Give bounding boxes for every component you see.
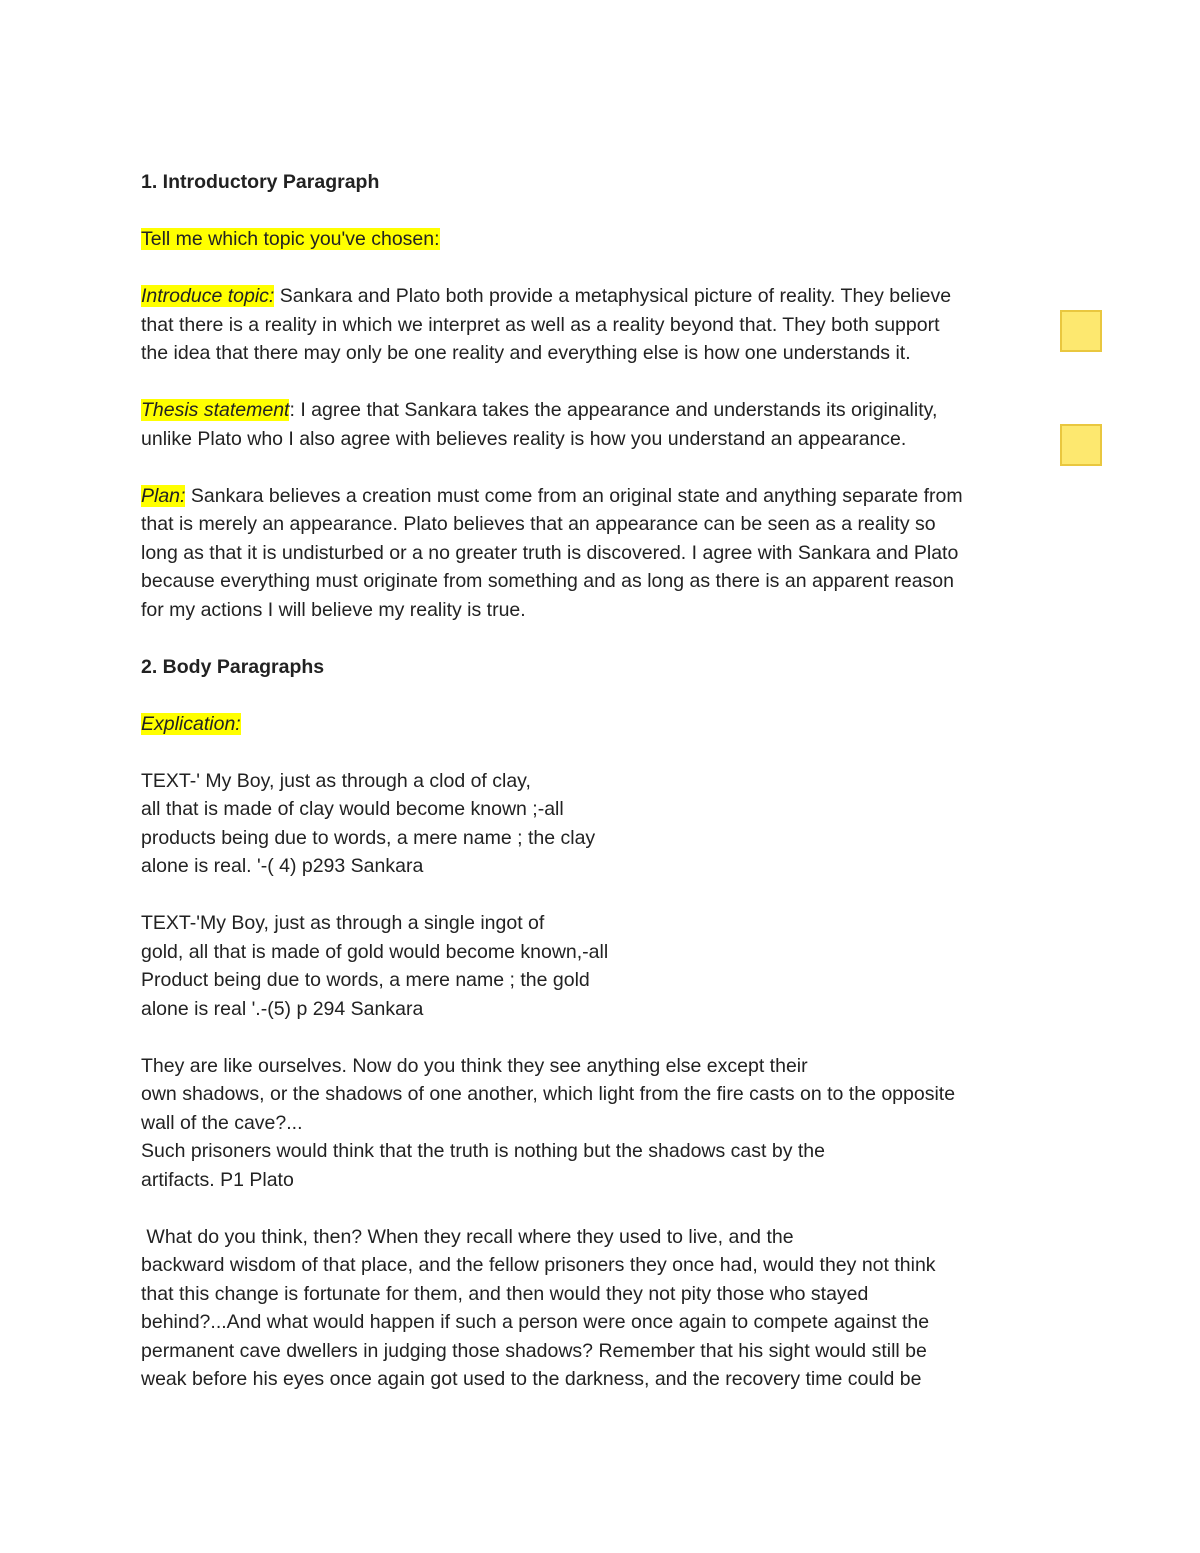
quote4-line-2: backward wisdom of that place, and the fellow prisoners they once had, would they not think xyxy=(141,1254,936,1276)
quote1-line-2: all that is made of clay would become known ;-all xyxy=(141,798,564,820)
introduce-line-2: that there is a reality in which we interpret as well as a reality beyond that. They both support xyxy=(141,313,940,336)
quote3-line-3: wall of the cave?... xyxy=(141,1111,303,1134)
explication-label: Explication: xyxy=(141,712,241,735)
quote2-line-3: Product being due to words, a mere name ; the gold xyxy=(141,969,590,991)
thesis-line-2: unlike Plato who I also agree with believes reality is how you understand an appearance. xyxy=(141,427,907,450)
plan-line-2: that is merely an appearance. Plato believes that an appearance can be seen as a reality so xyxy=(141,513,936,535)
plan-line-5: for my actions I will believe my reality is true. xyxy=(141,598,526,621)
introduce-topic-label: Introduce topic: xyxy=(141,285,275,307)
quote4-line-5: permanent cave dwellers in judging those shadows? Remember that his sight would still be xyxy=(141,1339,927,1362)
quote2-line-2: gold, all that is made of gold would become known,-all xyxy=(141,940,609,963)
quote3-line-4: Such prisoners would think that the truth is nothing but the shadows cast by the xyxy=(141,1140,825,1162)
introduce-line-1 xyxy=(141,282,1056,311)
thesis-label: Thesis statement xyxy=(141,399,290,421)
topic-prompt: Tell me which topic you've chosen: xyxy=(141,228,440,250)
quote3-line-2: own shadows, or the shadows of one another, which light from the fire casts on to the opposite xyxy=(141,1083,956,1105)
plan-line-4: because everything must originate from something and as long as there is an apparent reason xyxy=(141,570,954,592)
thesis-text: : I agree that Sankara takes the appearance and understands its originality, xyxy=(289,399,938,421)
plan-line-3: long as that it is undisturbed or a no greater truth is discovered. I agree with Sankara and Plato xyxy=(141,541,959,564)
topic-prompt-line xyxy=(141,225,1056,254)
quote1-line-1: TEXT-' My Boy, just as through a clod of clay, xyxy=(141,769,531,792)
quote2-line-4: alone is real '.-(5) p 294 Sankara xyxy=(141,997,424,1020)
intro-heading: 1. Introductory Paragraph xyxy=(141,171,380,193)
plan-text: Sankara believes a creation must come from an original state and anything separate from xyxy=(185,484,963,507)
comment-note-icon[interactable] xyxy=(1060,310,1102,352)
document-body xyxy=(141,168,1056,1394)
quote3-line-1: They are like ourselves. Now do you think they see anything else except their xyxy=(141,1054,808,1077)
body-heading: 2. Body Paragraphs xyxy=(141,655,325,678)
quote4-line-6: weak before his eyes once again got used to the darkness, and the recovery time could be xyxy=(141,1368,922,1390)
quote4-line-4: behind?...And what would happen if such a person were once again to compete against the xyxy=(141,1311,930,1333)
quote4-line-3: that this change is fortunate for them, and then would they not pity those who stayed xyxy=(141,1282,869,1305)
comment-note-icon[interactable] xyxy=(1060,424,1102,466)
quote2-line-1: TEXT-'My Boy, just as through a single ingot of xyxy=(141,912,545,934)
plan-label: Plan: xyxy=(141,484,186,507)
introduce-line-3: the idea that there may only be one reality and everything else is how one understands it. xyxy=(141,342,911,364)
introduce-text: Sankara and Plato both provide a metaphysical picture of reality. They believe xyxy=(274,285,952,307)
thesis-line-1 xyxy=(141,396,1056,425)
quote1-line-4: alone is real. '-( 4) p293 Sankara xyxy=(141,855,424,877)
quote3-line-5: artifacts. P1 Plato xyxy=(141,1168,294,1191)
quote4-line-1: What do you think, then? When they recall where they used to live, and the xyxy=(141,1225,794,1248)
plan-line-1 xyxy=(141,482,1056,511)
explication-line xyxy=(141,710,1056,739)
quote1-line-3: products being due to words, a mere name ; the clay xyxy=(141,826,596,849)
